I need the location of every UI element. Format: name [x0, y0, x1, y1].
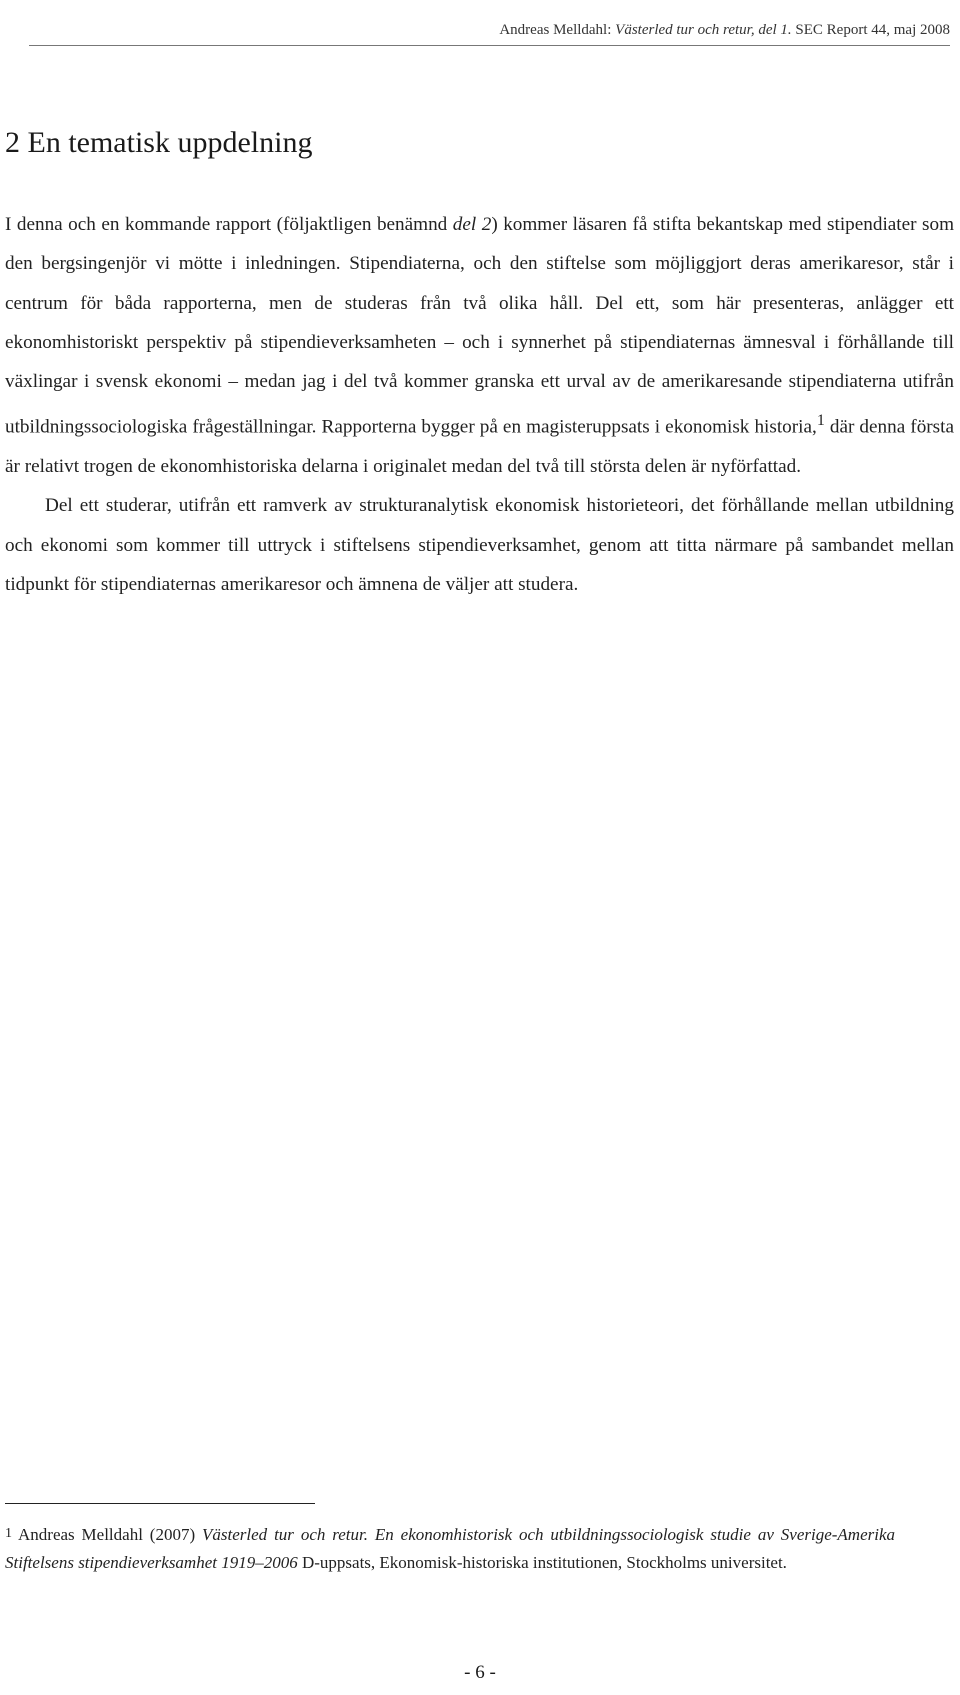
- footnote-author: Andreas Melldahl (2007): [18, 1525, 203, 1544]
- header-divider: [29, 45, 950, 46]
- header-report: SEC Report 44, maj 2008: [795, 22, 950, 38]
- header-author: Andreas Melldahl:: [499, 22, 612, 38]
- body-text: [5, 205, 954, 604]
- running-header: [499, 22, 950, 39]
- section-heading: 2 En tematisk uppdelning: [5, 126, 313, 159]
- paragraph-1-part-b: ) kommer läsaren få stifta bekantskap med stipendiater som den bergsingenjör vi mötte i inledningen. Stipendiaterna, och den stiftelse som möjliggjort deras amerikaresor, står i centrum för båda rapporterna, men de studeras från två olika håll. Del ett, som här presenteras, anlägger ett ekonomhistoriskt perspektiv på stipendieverksamheten – och i synnerhet på stipendiaternas ämnesval i förhållande till växlingar i svensk ekonomi – medan jag i del två kommer granska ett urval av de amerikaresande stipendiaterna utifrån utbildningssociologiska frågeställningar. Rapporterna bygger på en magisteruppsats i ekonomisk historia,: [5, 214, 955, 438]
- footnote-title: Västerled tur och retur. En ekonomhistorisk och utbildningssociologisk studie av Sverige-Amerika Stiftelsens stipendieverksamhet 1919–2006: [5, 1525, 895, 1572]
- page-number: - 6 -: [464, 1662, 496, 1683]
- footnote-reference[interactable]: 1: [816, 412, 825, 430]
- paragraph-1: [5, 205, 954, 486]
- paragraph-1-part-a: I denna och en kommande rapport (följaktligen benämnd: [5, 214, 453, 235]
- footnote-mark: 1: [5, 1526, 12, 1541]
- header-title: Västerled tur och retur, del 1.: [615, 22, 792, 38]
- footnote-divider: [5, 1503, 315, 1504]
- paragraph-1-italic: del 2: [452, 214, 492, 235]
- footnote-rest: D-uppsats, Ekonomisk-historiska institutionen, Stockholms universitet.: [297, 1552, 787, 1572]
- footnote: [5, 1520, 895, 1576]
- paragraph-1-part-c: där denna första är relativt trogen de ekonomhistoriska delarna i originalet medan del två till största delen är nyförfattad.: [5, 416, 954, 478]
- paragraph-2: Del ett studerar, utifrån ett ramverk av strukturanalytisk ekonomisk historieteori, det förhållande mellan utbildning och ekonomi som kommer till uttryck i stiftelsens stipendieverksamhet, genom att titta närmare på sambandet mellan tidpunkt för stipendiaternas amerikaresor och ämnena de väljer att studera.: [5, 495, 954, 596]
